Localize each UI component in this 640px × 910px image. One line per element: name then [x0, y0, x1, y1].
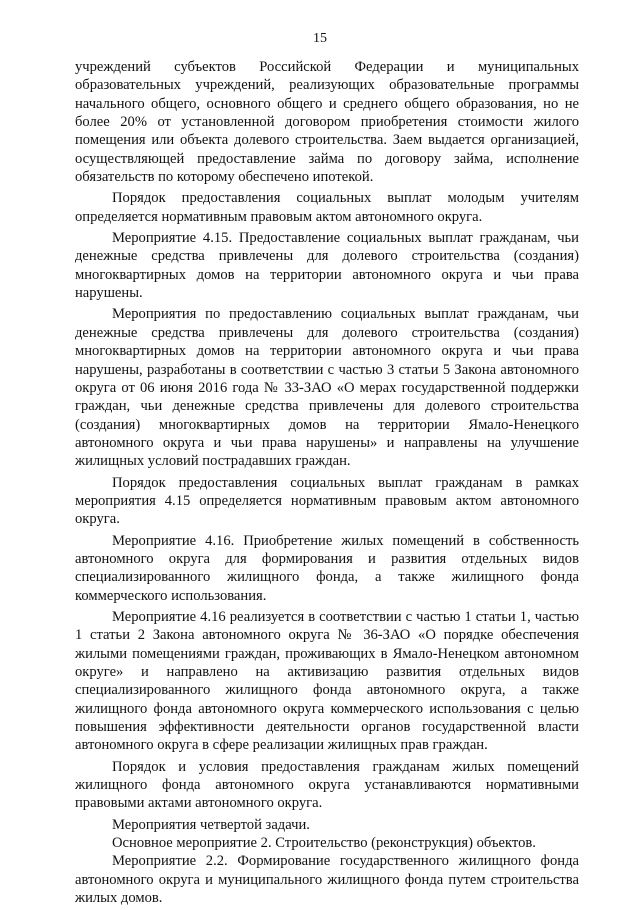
paragraph-measure-2-2: Мероприятие 2.2. Формирование государственного жилищного фонда автономного округа и муниципального жилищного фонда путем строительства жилых домов.	[75, 853, 579, 907]
paragraph-continuation: учреждений субъектов Российской Федерации и муниципальных образовательных учреждений, реализующих образовательные программы начального общего, основного общего и среднего общего образования, но не более 20% от установленной договором приобретения стоимости жилого помещения или объекта долевого строительства. Заем выдается организацией, осуществляющей предоставление займа по договору займа, исполнение обязательств по которому обеспечено ипотекой.	[75, 59, 579, 186]
paragraph-measure-4-15-procedure: Порядок предоставления социальных выплат гражданам в рамках мероприятия 4.15 определяется нормативным правовым актом автономного округа.	[75, 474, 579, 528]
paragraph-measure-4-16-basis: Мероприятие 4.16 реализуется в соответствии с частью 1 статьи 1, частью 1 статьи 2 Закона автономного округа № 36-ЗАО «О порядке обеспечения жилыми помещениями граждан, проживающих в Ямало-Ненецком автономном округе» и направлено на активизацию развития отдельных видов специализированного жилищного фонда автономного округа, а также жилищного фонда автономного округа коммерческого использования с целью повышения эффективности деятельности органов государственной власти автономного округа в сфере реализации жилищных прав граждан.	[75, 608, 579, 754]
paragraph-measure-4-15-basis: Мероприятия по предоставлению социальных выплат гражданам, чьи денежные средства привлечены для долевого строительства (создания) многоквартирных домов на территории автономного округа и чьи права нарушены, разработаны в соответствии с частью 3 статьи 5 Закона автономного округа от 06 июня 2016 года № 33-ЗАО «О мерах государственной поддержки граждан, чьи денежные средства привлечены для долевого строительства (создания) многоквартирных домов на территории Ямало-Ненецкого автономного округа и чьи права нарушены» и направлены на улучшение жилищных условий пострадавших граждан.	[75, 306, 579, 470]
page-number: 15	[313, 31, 327, 46]
paragraph-housing-provision-procedure: Порядок и условия предоставления гражданам жилых помещений жилищного фонда автономного округа устанавливаются нормативными правовыми актами автономного округа.	[75, 758, 579, 812]
paragraph-measure-4-16: Мероприятие 4.16. Приобретение жилых помещений в собственность автономного округа для формирования и развития отдельных видов специализированного жилищного фонда, а также жилищного фонда коммерческого использования.	[75, 532, 579, 604]
paragraph-young-teachers-procedure: Порядок предоставления социальных выплат молодым учителям определяется нормативным правовым актом автономного округа.	[75, 190, 579, 225]
paragraph-main-measure-2: Основное мероприятие 2. Строительство (реконструкция) объектов.	[112, 835, 536, 852]
paragraph-fourth-task-heading: Мероприятия четвертой задачи.	[112, 816, 310, 833]
paragraph-measure-4-15: Мероприятие 4.15. Предоставление социальных выплат гражданам, чьи денежные средства привлечены для долевого строительства (создания) многоквартирных домов на территории автономного округа и чьи права нарушены.	[75, 230, 579, 302]
document-body	[75, 58, 579, 910]
